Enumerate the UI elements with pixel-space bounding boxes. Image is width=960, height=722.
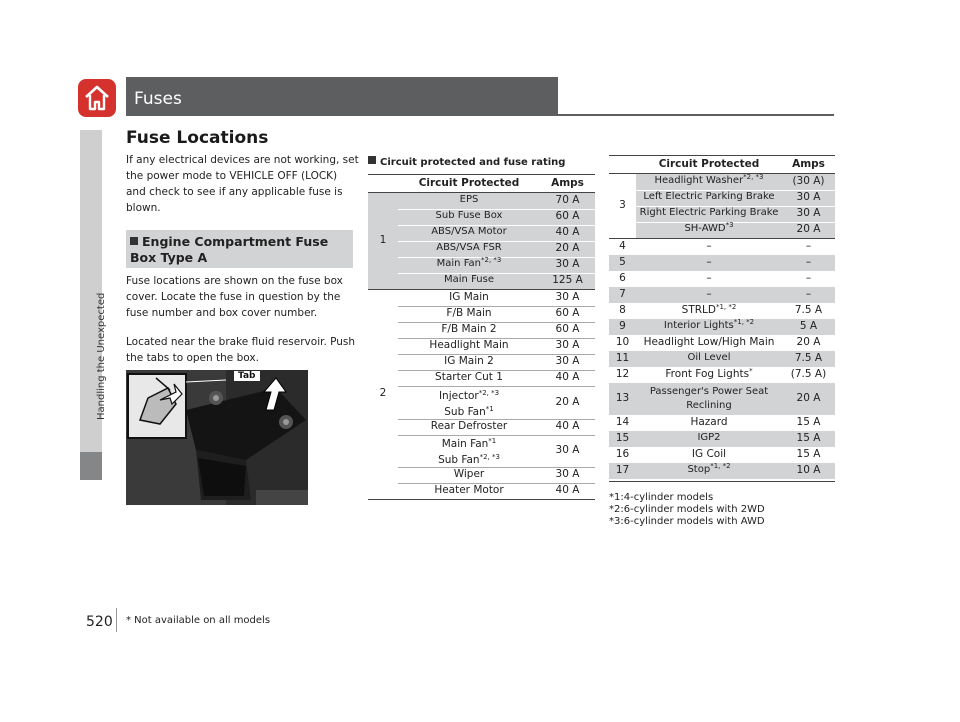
- chapter-label: Handling the Unexpected: [96, 292, 107, 420]
- amps-cell: 30 A: [555, 258, 580, 270]
- table-row: [398, 210, 540, 221]
- subheading-line: Box Type A: [130, 250, 208, 265]
- amps-cell: 60 A: [555, 323, 580, 335]
- table-row: [609, 287, 835, 303]
- footnote-ref: *2, *3: [481, 256, 502, 264]
- footnote-line: *1:4-cylinder models: [609, 492, 714, 503]
- table1-bottom-rule: [368, 499, 595, 500]
- table-row: [636, 191, 782, 202]
- footnote-ref: *2, *3: [478, 389, 500, 397]
- para-line: cover. Locate the fuse in question by the: [126, 291, 341, 303]
- amps-cell: 15 A: [796, 416, 821, 428]
- fuse-number: 15: [615, 432, 630, 444]
- fuse-number: 5: [619, 256, 626, 268]
- amps-cell: 30 A: [555, 355, 580, 367]
- circuit-name: Right Electric Parking Brake: [639, 207, 779, 218]
- circuit-name: [636, 464, 782, 475]
- table-row: [609, 271, 835, 287]
- circuit-name: Injector: [438, 390, 479, 402]
- circuit-name: [636, 320, 782, 331]
- table-row: [398, 258, 540, 269]
- amps-cell: 20 A: [796, 223, 821, 235]
- fuse-number: 9: [619, 320, 626, 332]
- circuit-text: Reclining: [686, 400, 732, 411]
- table-row: F/B Main: [446, 307, 492, 319]
- amps-cell: 5 A: [799, 320, 818, 332]
- table-row: IG Main 2: [444, 355, 494, 367]
- circuit-name: Oil Level: [687, 352, 731, 363]
- home-button[interactable]: [78, 79, 116, 117]
- table-row: [609, 431, 835, 447]
- footnote-ref: *1: [485, 405, 494, 413]
- amps-cell: –: [805, 240, 812, 252]
- square-bullet-icon: [130, 237, 138, 245]
- circuit-name: ABS/VSA Motor: [431, 226, 507, 237]
- table2-bottom-rule: [609, 481, 835, 482]
- amps-cell: 30 A: [555, 291, 580, 303]
- fuse-number: 7: [619, 288, 626, 300]
- fuse-number: 4: [619, 240, 626, 252]
- amps-cell: 60 A: [555, 210, 580, 222]
- fuse-number: 12: [615, 368, 630, 380]
- fuse-number: 8: [619, 304, 626, 316]
- footnotes: [609, 492, 765, 528]
- circuit-name: [636, 385, 782, 413]
- table-row: Starter Cut 1: [435, 371, 503, 383]
- circuit-name: Headlight Washer: [654, 175, 744, 186]
- row-divider: [398, 386, 595, 387]
- circuit-name: –: [706, 256, 712, 268]
- amps-cell: 125 A: [552, 274, 583, 286]
- circuit-name: –: [706, 272, 712, 284]
- footnote-line: *2:6-cylinder models with 2WD: [609, 504, 765, 515]
- amps-cell: 15 A: [796, 432, 821, 444]
- table-row: [398, 436, 540, 468]
- circuit-name: Main Fan: [441, 438, 489, 450]
- intro-line: and check to see if any applicable fuse is: [126, 186, 343, 198]
- table-row: [609, 351, 835, 367]
- circuit-name: SH-AWD: [684, 223, 726, 234]
- reference-title: [368, 156, 565, 168]
- table1-header-amps: Amps: [551, 177, 584, 189]
- circuit-text: Passenger's Power Seat: [649, 386, 769, 397]
- amps-cell: (30 A): [792, 175, 825, 187]
- circuit-name: IGP2: [697, 432, 721, 443]
- table1-top-rule: [368, 174, 595, 175]
- para-line: Fuse locations are shown on the fuse box: [126, 275, 343, 287]
- availability-note: * Not available on all models: [126, 615, 271, 626]
- square-bullet-icon: [368, 156, 376, 164]
- footnote-ref: *2, *3: [479, 453, 500, 461]
- circuit-name: Main Fan: [436, 258, 481, 269]
- fuse-box-photo: [126, 370, 308, 505]
- amps-cell: 15 A: [796, 448, 821, 460]
- header-rule: [126, 114, 834, 116]
- footer-divider: [116, 608, 117, 632]
- header-bar: [126, 77, 558, 114]
- table-row: [609, 239, 835, 255]
- circuit-name: –: [706, 240, 712, 252]
- table-row: [609, 463, 835, 479]
- amps-cell: 20 A: [796, 392, 821, 404]
- table1-header-circuit: Circuit Protected: [418, 177, 520, 189]
- amps-cell: 30 A: [555, 339, 580, 351]
- intro-line: If any electrical devices are not working, set: [126, 154, 359, 166]
- table2-top-rule: [609, 155, 835, 156]
- subheading: [130, 234, 328, 266]
- para-line: Located near the brake fluid reservoir. Push: [126, 336, 356, 348]
- circuit-name: [636, 304, 782, 316]
- amps-cell: 70 A: [555, 194, 580, 206]
- amps-cell: 20 A: [555, 242, 580, 254]
- group-number: 3: [619, 199, 626, 211]
- footnote-ref: *: [749, 367, 753, 375]
- location-paragraph: [126, 273, 343, 321]
- sidebar-tab-active[interactable]: [80, 452, 102, 480]
- footnote-ref: *1: [488, 437, 497, 445]
- table2-header-circuit: Circuit Protected: [658, 158, 760, 170]
- fuse-number: 6: [619, 272, 626, 284]
- amps-cell: 7.5 A: [794, 304, 823, 316]
- amps-cell: 7.5 A: [794, 352, 823, 364]
- table-row: [609, 303, 835, 319]
- table-row: [636, 207, 782, 218]
- amps-cell: 30 A: [555, 444, 580, 456]
- page-header-title: Fuses: [134, 89, 182, 109]
- page-number: 520: [86, 614, 113, 630]
- amps-cell: –: [805, 256, 812, 268]
- amps-cell: 30 A: [555, 468, 580, 480]
- amps-cell: 30 A: [796, 207, 821, 219]
- circuit-name: Headlight Low/High Main: [643, 336, 775, 348]
- table-row: Headlight Main: [429, 339, 509, 351]
- table-row: [398, 242, 540, 253]
- reservoir-paragraph: [126, 334, 355, 366]
- intro-line: blown.: [126, 202, 161, 214]
- table-row: [636, 175, 782, 186]
- fuse-number: 10: [615, 336, 630, 348]
- footnote-ref: *1, *2: [710, 462, 731, 470]
- fuse-number: 14: [615, 416, 630, 428]
- table2-rows: [609, 239, 835, 479]
- para-line: fuse number and box cover number.: [126, 307, 318, 319]
- amps-cell: 40 A: [555, 371, 580, 383]
- amps-cell: 60 A: [555, 307, 580, 319]
- group-number: 2: [379, 387, 387, 399]
- reference-title-text: Circuit protected and fuse rating: [380, 157, 566, 168]
- intro-line: the power mode to VEHICLE OFF (LOCK): [126, 170, 338, 182]
- table-row: [398, 274, 540, 285]
- intro-paragraph: [126, 152, 359, 216]
- table-row: [609, 255, 835, 271]
- circuit-text: Front Fog Lights: [665, 368, 750, 380]
- circuit-text: Interior Lights: [663, 320, 734, 331]
- circuit-name: [636, 368, 782, 380]
- table-row: Heater Motor: [434, 484, 504, 496]
- table-row: [609, 383, 835, 415]
- subheading-line: Engine Compartment Fuse: [142, 234, 329, 249]
- circuit-name: IG Coil: [691, 448, 727, 460]
- circuit-name: Sub Fan: [438, 454, 480, 466]
- amps-cell: (7.5 A): [790, 368, 827, 380]
- fuse-box-illustration: [126, 370, 308, 505]
- footnote-ref: *1, *2: [733, 318, 755, 326]
- amps-cell: –: [805, 288, 812, 300]
- amps-cell: 40 A: [555, 226, 580, 238]
- table-row: IG Main: [449, 291, 489, 303]
- para-line: the tabs to open the box.: [126, 352, 259, 364]
- table-row: [398, 194, 540, 205]
- amps-cell: 30 A: [796, 191, 821, 203]
- circuit-text: Stop: [687, 464, 711, 475]
- table-row: [609, 335, 835, 351]
- section-title: Fuse Locations: [126, 128, 269, 148]
- fuse-number: 11: [615, 352, 630, 364]
- table-row: [609, 367, 835, 383]
- circuit-name: –: [706, 288, 712, 300]
- tab-callout: Tab: [234, 371, 260, 381]
- circuit-name: Left Electric Parking Brake: [643, 191, 775, 202]
- footnote-ref: *1, *2: [715, 303, 737, 311]
- amps-cell: –: [805, 272, 812, 284]
- fuse-number: 17: [615, 464, 630, 476]
- table-row: Wiper: [453, 468, 485, 480]
- circuit-name: Main Fuse: [444, 274, 494, 285]
- table-row: [609, 447, 835, 463]
- table-row: [609, 415, 835, 431]
- home-icon: [84, 84, 110, 112]
- fuse-number: 13: [615, 392, 630, 404]
- table1-group-rule: [368, 289, 595, 290]
- amps-cell: 40 A: [555, 484, 580, 496]
- amps-cell: 20 A: [796, 336, 821, 348]
- footnote-line: *3:6-cylinder models with AWD: [609, 516, 765, 527]
- circuit-text: STRLD: [681, 304, 716, 316]
- amps-cell: 40 A: [555, 420, 580, 432]
- amps-cell: 20 A: [555, 396, 580, 408]
- circuit-name: Hazard: [690, 416, 728, 428]
- circuit-name: EPS: [459, 194, 479, 205]
- table-row: [636, 223, 782, 234]
- footnote-ref: *3: [725, 221, 734, 229]
- amps-cell: 10 A: [796, 464, 821, 476]
- circuit-name: Sub Fan: [444, 406, 486, 418]
- table-row: [398, 226, 540, 237]
- table-row: Rear Defroster: [430, 420, 508, 432]
- table-row: [398, 388, 540, 420]
- table2-header-amps: Amps: [792, 158, 825, 170]
- table-row: F/B Main 2: [441, 323, 497, 335]
- table-row: [609, 319, 835, 335]
- fuse-number: 16: [615, 448, 630, 460]
- footnote-ref: *2, *3: [743, 173, 764, 181]
- circuit-name: ABS/VSA FSR: [436, 242, 502, 253]
- group-number: 1: [379, 234, 387, 246]
- circuit-name: Sub Fuse Box: [435, 210, 503, 221]
